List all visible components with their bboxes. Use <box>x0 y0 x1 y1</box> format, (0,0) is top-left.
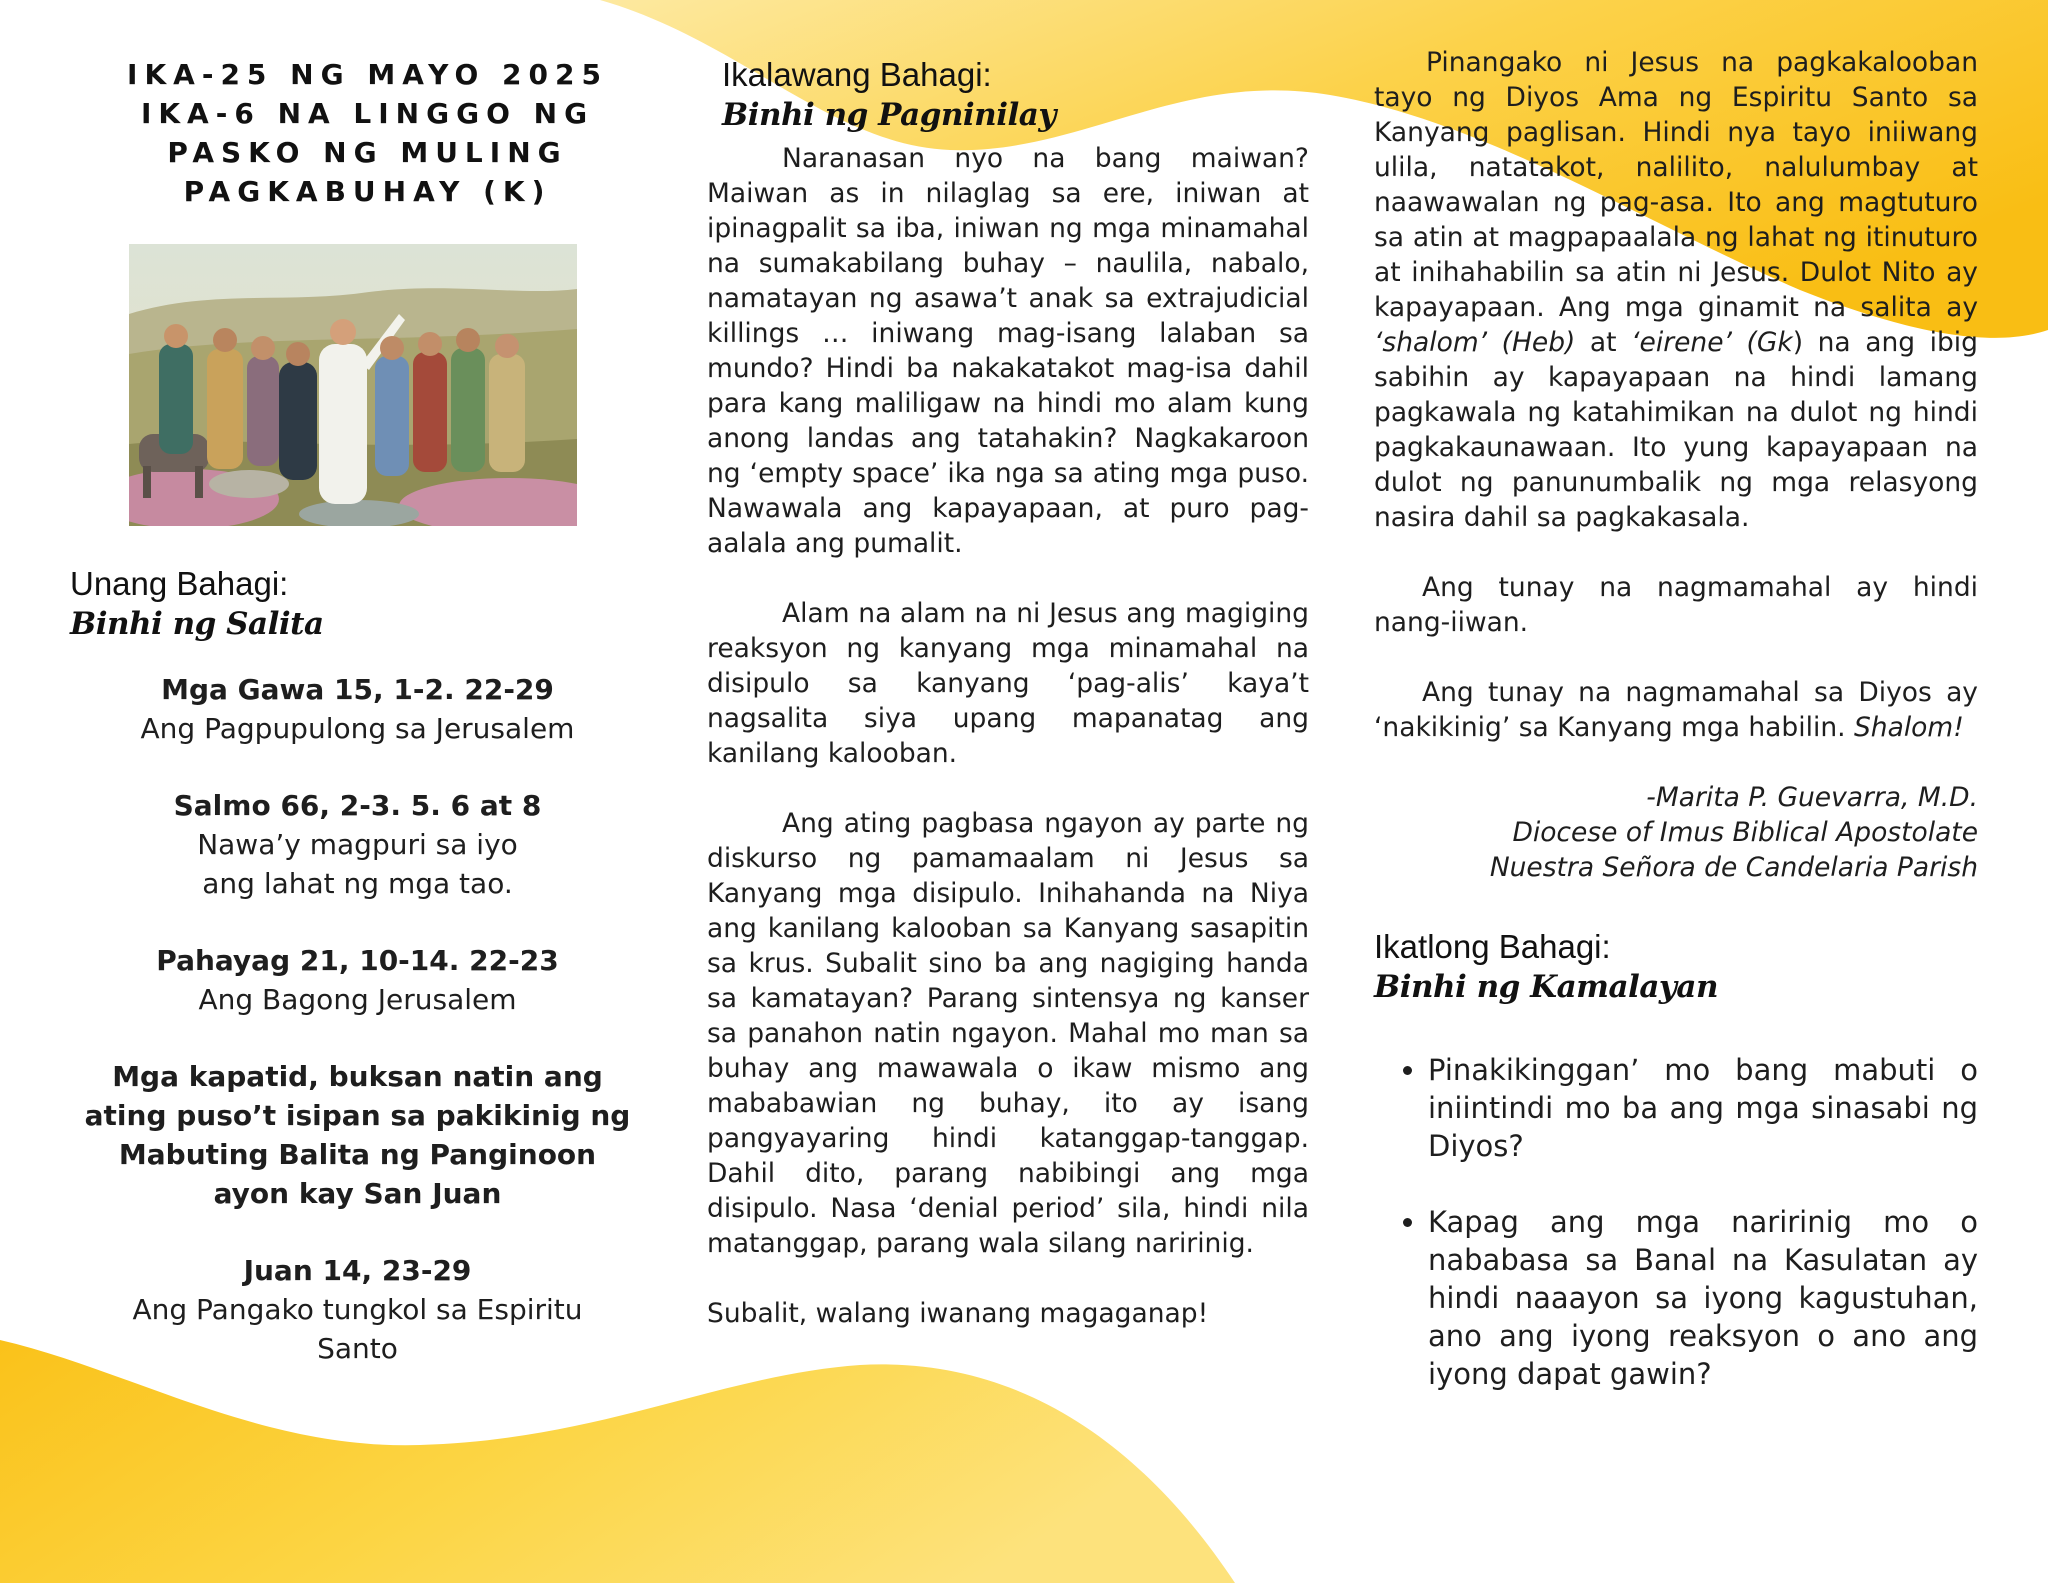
author-parish: Nuestra Señora de Candelaria Parish <box>1489 852 1978 883</box>
text-run: ) na ang ibig sabihin ay kapayapaan na hindi lamang pagkawala ng katahimikan na dulot ng hindi pagkakaunawaan. Ito yung kapayapaan na dulot ng panunumbalik ng mga relasyong nasira dahil sa pagkakasala. <box>1374 327 1978 533</box>
reading-title: Ang Bagong Jerusalem <box>198 983 517 1016</box>
list-item: • Kapag ang mga naririnig mo o nababasa sa Banal na Kasulatan ay hindi naaayon sa iyong kagustuhan, ano ang iyong reaksyon o ano ang iyong dapat gawin? <box>1428 1203 1978 1393</box>
invitation-line: Mabuting Balita ng Panginoon <box>118 1138 597 1171</box>
author-organization: Diocese of Imus Biblical Apostolate <box>1512 817 1978 848</box>
shalom-closing: Shalom! <box>1853 712 1964 743</box>
reading-reference: Pahayag 21, 10-14. 22-23 <box>156 944 559 977</box>
invitation-line: ating puso’t isipan sa pakikinig ng <box>84 1099 631 1132</box>
column-right <box>1374 45 1978 1431</box>
reading-title: Santo <box>317 1332 398 1365</box>
reading-title: Ang Pangako tungkol sa Espiritu <box>132 1293 583 1326</box>
date-line-4: PAGKABUHAY (K) <box>183 175 552 208</box>
reading-title: ang lahat ng mga tao. <box>202 867 513 900</box>
text-run: Ang tunay na nagmamahal sa Diyos ay ‘nakikinig’ sa Kanyang mga habilin. <box>1374 677 1978 743</box>
section-label: Unang Bahagi: <box>70 565 289 602</box>
text-run: Pinangako ni Jesus na pagkakalooban tayo ng Diyos Ama ng Espiritu Santo sa Kanyang paglisan. Hindi nya tayo iniiwang ulila, natatakot, nalilito, nalulumbay at naawawalan ng pag-asa. Ito ang magtuturo sa atin at magpapaalala ng lahat ng itinuturo at inihahabilin sa atin ni Jesus. Dulot Nito ay kapayapaan. Ang mga ginamit na salita ay <box>1374 47 1978 323</box>
ikatlong-bahagi-heading <box>1374 927 1978 1007</box>
date-line-1: IKA-25 NG MAYO 2025 <box>127 58 608 91</box>
unang-bahagi-heading <box>70 564 645 644</box>
term-eirene: ‘eirene’ (Gk <box>1631 327 1793 358</box>
reflection-questions <box>1374 1051 1978 1393</box>
reflection-paragraph: Ang tunay na nagmamahal ay hindi nang-iiwan. <box>1374 572 1978 638</box>
text-run: at <box>1575 327 1632 358</box>
section-label: Ikatlong Bahagi: <box>1374 928 1611 965</box>
column-middle <box>707 55 1309 1331</box>
ikalawang-bahagi-heading <box>707 55 1309 135</box>
reflection-paragraph <box>1374 45 1978 535</box>
reading-gospel <box>70 1251 645 1368</box>
reading-reference: Mga Gawa 15, 1-2. 22-29 <box>161 673 554 706</box>
reflection-closing: Subalit, walang iwanang magaganap! <box>707 1298 1209 1329</box>
reflection-paragraph: Ang ating pagbasa ngayon ay parte ng diskurso ng pamamaalam ni Jesus sa Kanyang mga disipulo. Inihahanda na Niya ang kanilang kalooban sa Kanyang sasapitin sa krus. Subalit sino ba ang nagiging handa sa kamatayan? Parang sintensya ng kanser sa panahon natin ngayon. Mahal mo man sa buhay ang mawawala o ikaw mismo ang mababawian ng buhay, ito ay isang pangyayaring hindi katanggap-tanggap. Dahil dito, parang nabibingi ang mga disipulo. Nasa ‘denial period’ sila, hindi nila matanggap, parang wala silang naririnig. <box>707 808 1309 1259</box>
section-title: Binhi ng Kamalayan <box>1374 969 1719 1005</box>
liturgical-date-heading <box>70 55 645 211</box>
reflection-paragraph: Naranasan nyo na bang maiwan? Maiwan as in nilaglag sa ere, iniwan at ipinagpalit sa iba, iniwan ng mga minamahal na sumakabilang buhay – naulila, nabalo, namatayan ng asawa’t anak sa extrajudicial killings … iniwang mag-isang lalaban sa mundo? Hindi ba nakakatakot mag-isa dahil para kang maliligaw na hindi mo alam kung anong landas ang tatahakin? Nagkakaroon ng ‘empty space’ ika nga sa ating mga puso. Nawawala ang kapayapaan, at puro pag-aalala ang pumalit. <box>707 143 1309 559</box>
reading-reference: Salmo 66, 2-3. 5. 6 at 8 <box>173 789 542 822</box>
term-shalom: ‘shalom’ (Heb) <box>1374 327 1576 358</box>
invitation-line: Mga kapatid, buksan natin ang <box>112 1060 603 1093</box>
reflection-paragraph: Alam na alam na ni Jesus ang magiging reaksyon ng kanyang mga minamahal na disipulo sa kanyang ‘pag-alis’ kaya’t nagsalita siya upang mapanatag ang kanilang kalooban. <box>707 598 1309 769</box>
list-item: • Pinakikinggan’ mo bang mabuti o iniintindi mo ba ang mga sinasabi ng Diyos? <box>1428 1051 1978 1165</box>
jesus-with-disciples-painting-icon <box>129 244 577 526</box>
reading-reference: Juan 14, 23-29 <box>243 1254 472 1287</box>
reading-first <box>70 670 645 748</box>
reading-second <box>70 941 645 1019</box>
section-label: Ikalawang Bahagi: <box>722 56 992 93</box>
section-title: Binhi ng Pagninilay <box>722 97 1056 133</box>
invitation-line: ayon kay San Juan <box>213 1177 502 1210</box>
reading-title: Ang Pagpupulong sa Jerusalem <box>140 712 575 745</box>
author-signature <box>1374 780 1978 885</box>
author-name: -Marita P. Guevarra, M.D. <box>1646 782 1978 813</box>
date-line-3: PASKO NG MULING <box>167 136 568 169</box>
section-title: Binhi ng Salita <box>70 606 324 642</box>
readings-list <box>70 670 645 1368</box>
reflection-paragraph <box>1374 675 1978 745</box>
reflection-text <box>707 141 1309 1331</box>
column-left <box>70 55 645 1406</box>
reading-title: Nawa’y magpuri sa iyo <box>197 828 518 861</box>
date-line-2: IKA-6 NA LINGGO NG <box>140 97 595 130</box>
reading-psalm <box>70 786 645 903</box>
gospel-invitation <box>70 1057 645 1213</box>
